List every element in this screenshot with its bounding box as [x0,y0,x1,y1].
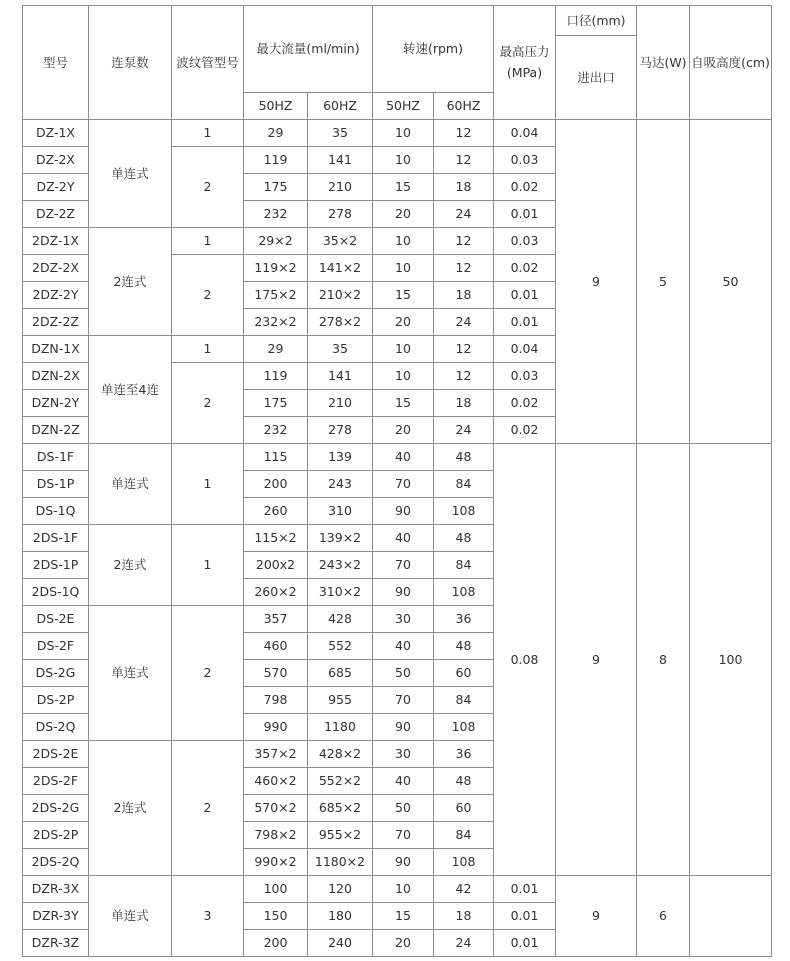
speed-50hz-cell: 15 [373,390,434,417]
speed-50hz-cell: 30 [373,741,434,768]
flow-50hz-cell: 175×2 [244,282,308,309]
flow-60hz-cell: 240 [308,930,373,957]
model-cell: DZR-3Y [23,903,89,930]
speed-60hz-cell: 36 [434,606,494,633]
speed-60hz-cell: 60 [434,795,494,822]
model-cell: 2DZ-1X [23,228,89,255]
flow-60hz-cell: 210 [308,174,373,201]
tube-model-cell: 3 [172,876,244,957]
flow-60hz-cell: 141 [308,363,373,390]
flow-60hz-cell: 139×2 [308,525,373,552]
flow-50hz-cell: 150 [244,903,308,930]
flow-50hz-cell: 357 [244,606,308,633]
speed-60hz-cell: 12 [434,120,494,147]
speed-50hz-cell: 10 [373,228,434,255]
flow-60hz-cell: 120 [308,876,373,903]
flow-60hz-cell: 552×2 [308,768,373,795]
table-row [23,444,772,471]
flow-50hz-cell: 175 [244,174,308,201]
speed-60hz-cell: 18 [434,282,494,309]
speed-60hz-cell: 48 [434,768,494,795]
flow-50hz-cell: 260 [244,498,308,525]
header-pump-count: 连泵数 [89,6,172,120]
flow-50hz-cell: 357×2 [244,741,308,768]
model-cell: DS-1F [23,444,89,471]
speed-50hz-cell: 20 [373,417,434,444]
flow-60hz-cell: 210×2 [308,282,373,309]
speed-50hz-cell: 40 [373,444,434,471]
pump-count-cell: 2连式 [89,741,172,876]
flow-50hz-cell: 100 [244,876,308,903]
speed-50hz-cell: 90 [373,849,434,876]
model-cell: DZN-2Y [23,390,89,417]
flow-60hz-cell: 139 [308,444,373,471]
header-max-pressure-line2: (MPa) [506,65,543,80]
model-cell: DZ-2X [23,147,89,174]
flow-60hz-cell: 278 [308,201,373,228]
speed-60hz-cell: 108 [434,498,494,525]
header-speed-60hz: 60HZ [434,93,494,120]
tube-model-cell: 1 [172,120,244,147]
model-cell: 2DZ-2Z [23,309,89,336]
tube-model-cell: 1 [172,228,244,255]
tube-model-cell: 1 [172,525,244,606]
tube-model-cell: 2 [172,606,244,741]
max-pressure-cell: 0.04 [494,120,556,147]
flow-60hz-cell: 428 [308,606,373,633]
flow-60hz-cell: 210 [308,390,373,417]
flow-60hz-cell: 310×2 [308,579,373,606]
model-cell: 2DS-1F [23,525,89,552]
flow-60hz-cell: 278×2 [308,309,373,336]
speed-50hz-cell: 50 [373,660,434,687]
port-diameter-cell: 9 [556,876,637,957]
flow-60hz-cell: 243 [308,471,373,498]
flow-60hz-cell: 685×2 [308,795,373,822]
flow-60hz-cell: 428×2 [308,741,373,768]
flow-50hz-cell: 990×2 [244,849,308,876]
flow-60hz-cell: 35×2 [308,228,373,255]
speed-60hz-cell: 12 [434,228,494,255]
pump-count-cell: 单连式 [89,444,172,525]
pump-count-cell: 单连式 [89,606,172,741]
pump-count-cell: 单连式 [89,120,172,228]
speed-50hz-cell: 90 [373,498,434,525]
max-pressure-cell: 0.03 [494,147,556,174]
speed-60hz-cell: 48 [434,444,494,471]
header-port-diameter: 口径(mm) [556,6,637,36]
speed-50hz-cell: 15 [373,174,434,201]
tube-model-cell: 2 [172,741,244,876]
flow-50hz-cell: 175 [244,390,308,417]
speed-50hz-cell: 90 [373,714,434,741]
speed-60hz-cell: 24 [434,309,494,336]
max-pressure-cell: 0.01 [494,309,556,336]
max-pressure-cell: 0.02 [494,174,556,201]
motor-cell: 5 [637,120,690,444]
speed-60hz-cell: 84 [434,471,494,498]
flow-60hz-cell: 180 [308,903,373,930]
flow-60hz-cell: 141×2 [308,255,373,282]
speed-50hz-cell: 20 [373,309,434,336]
max-pressure-cell: 0.08 [494,444,556,876]
tube-model-cell: 2 [172,147,244,228]
model-cell: DS-2E [23,606,89,633]
model-cell: DZN-2X [23,363,89,390]
speed-50hz-cell: 10 [373,336,434,363]
tube-model-cell: 2 [172,363,244,444]
pump-count-cell: 2连式 [89,228,172,336]
flow-50hz-cell: 570×2 [244,795,308,822]
header-motor: 马达(W) [637,6,690,120]
model-cell: DZ-1X [23,120,89,147]
model-cell: DZR-3Z [23,930,89,957]
model-cell: DS-1Q [23,498,89,525]
flow-50hz-cell: 119 [244,147,308,174]
flow-60hz-cell: 1180 [308,714,373,741]
header-speed-50hz: 50HZ [373,93,434,120]
model-cell: 2DS-2G [23,795,89,822]
max-pressure-cell: 0.02 [494,255,556,282]
model-cell: DS-1P [23,471,89,498]
header-max-pressure [494,6,556,120]
speed-50hz-cell: 20 [373,930,434,957]
speed-60hz-cell: 12 [434,336,494,363]
header-tube-model: 波纹管型号 [172,6,244,120]
flow-50hz-cell: 232 [244,201,308,228]
spec-table [22,5,772,957]
flow-50hz-cell: 29 [244,120,308,147]
max-pressure-cell: 0.02 [494,417,556,444]
speed-60hz-cell: 24 [434,201,494,228]
flow-50hz-cell: 29 [244,336,308,363]
flow-60hz-cell: 141 [308,147,373,174]
flow-50hz-cell: 990 [244,714,308,741]
flow-60hz-cell: 243×2 [308,552,373,579]
flow-60hz-cell: 278 [308,417,373,444]
tube-model-cell: 1 [172,336,244,363]
self-priming-cell: 50 [690,120,772,444]
speed-50hz-cell: 15 [373,282,434,309]
flow-50hz-cell: 798×2 [244,822,308,849]
model-cell: 2DS-2F [23,768,89,795]
speed-60hz-cell: 84 [434,552,494,579]
pump-count-cell: 单连式 [89,876,172,957]
speed-50hz-cell: 90 [373,579,434,606]
model-cell: 2DS-1Q [23,579,89,606]
speed-50hz-cell: 70 [373,471,434,498]
flow-50hz-cell: 119×2 [244,255,308,282]
port-diameter-cell: 9 [556,120,637,444]
flow-50hz-cell: 200 [244,930,308,957]
max-pressure-cell: 0.01 [494,201,556,228]
speed-60hz-cell: 108 [434,849,494,876]
speed-50hz-cell: 40 [373,525,434,552]
header-max-flow: 最大流量(ml/min) [244,6,373,93]
speed-50hz-cell: 10 [373,255,434,282]
model-cell: 2DS-2Q [23,849,89,876]
speed-50hz-cell: 40 [373,633,434,660]
self-priming-cell [690,876,772,957]
speed-50hz-cell: 70 [373,822,434,849]
model-cell: 2DZ-2X [23,255,89,282]
flow-50hz-cell: 460×2 [244,768,308,795]
speed-60hz-cell: 84 [434,687,494,714]
flow-50hz-cell: 200 [244,471,308,498]
model-cell: 2DS-2E [23,741,89,768]
flow-50hz-cell: 232 [244,417,308,444]
header-self-priming: 自吸高度(cm) [690,6,772,120]
flow-60hz-cell: 35 [308,336,373,363]
flow-50hz-cell: 460 [244,633,308,660]
tube-model-cell: 1 [172,444,244,525]
motor-cell: 8 [637,444,690,876]
header-flow-60hz: 60HZ [308,93,373,120]
speed-60hz-cell: 18 [434,174,494,201]
speed-50hz-cell: 70 [373,687,434,714]
max-pressure-cell: 0.01 [494,282,556,309]
max-pressure-cell: 0.01 [494,876,556,903]
speed-50hz-cell: 10 [373,120,434,147]
speed-60hz-cell: 60 [434,660,494,687]
header-max-pressure-line1: 最高压力 [499,44,550,59]
max-pressure-cell: 0.01 [494,903,556,930]
flow-60hz-cell: 955 [308,687,373,714]
model-cell: DS-2F [23,633,89,660]
flow-60hz-cell: 552 [308,633,373,660]
flow-60hz-cell: 1180×2 [308,849,373,876]
flow-50hz-cell: 232×2 [244,309,308,336]
header-flow-50hz: 50HZ [244,93,308,120]
header-port-inout: 进出口 [556,36,637,120]
speed-60hz-cell: 12 [434,255,494,282]
flow-50hz-cell: 200x2 [244,552,308,579]
speed-60hz-cell: 42 [434,876,494,903]
pump-count-cell: 2连式 [89,525,172,606]
speed-50hz-cell: 70 [373,552,434,579]
speed-50hz-cell: 10 [373,147,434,174]
flow-60hz-cell: 310 [308,498,373,525]
speed-60hz-cell: 48 [434,633,494,660]
speed-50hz-cell: 50 [373,795,434,822]
speed-60hz-cell: 36 [434,741,494,768]
table-row [23,120,772,147]
model-cell: 2DS-2P [23,822,89,849]
speed-60hz-cell: 48 [434,525,494,552]
header-model: 型号 [23,6,89,120]
speed-50hz-cell: 10 [373,363,434,390]
pump-count-cell: 单连至4连 [89,336,172,444]
model-cell: DZN-2Z [23,417,89,444]
tube-model-cell: 2 [172,255,244,336]
table-row [23,876,772,903]
model-cell: 2DS-1P [23,552,89,579]
speed-50hz-cell: 30 [373,606,434,633]
flow-50hz-cell: 260×2 [244,579,308,606]
flow-50hz-cell: 115×2 [244,525,308,552]
model-cell: DZ-2Y [23,174,89,201]
header-speed: 转速(rpm) [373,6,494,93]
flow-60hz-cell: 685 [308,660,373,687]
speed-50hz-cell: 15 [373,903,434,930]
flow-50hz-cell: 29×2 [244,228,308,255]
max-pressure-cell: 0.03 [494,363,556,390]
speed-50hz-cell: 20 [373,201,434,228]
speed-60hz-cell: 24 [434,930,494,957]
speed-50hz-cell: 10 [373,876,434,903]
speed-60hz-cell: 108 [434,714,494,741]
speed-60hz-cell: 84 [434,822,494,849]
max-pressure-cell: 0.03 [494,228,556,255]
max-pressure-cell: 0.02 [494,390,556,417]
model-cell: DS-2G [23,660,89,687]
speed-60hz-cell: 12 [434,147,494,174]
flow-50hz-cell: 798 [244,687,308,714]
speed-60hz-cell: 12 [434,363,494,390]
model-cell: DZ-2Z [23,201,89,228]
model-cell: DZN-1X [23,336,89,363]
flow-50hz-cell: 119 [244,363,308,390]
model-cell: DS-2P [23,687,89,714]
model-cell: 2DZ-2Y [23,282,89,309]
flow-50hz-cell: 115 [244,444,308,471]
flow-50hz-cell: 570 [244,660,308,687]
speed-60hz-cell: 24 [434,417,494,444]
max-pressure-cell: 0.04 [494,336,556,363]
speed-50hz-cell: 40 [373,768,434,795]
speed-60hz-cell: 108 [434,579,494,606]
max-pressure-cell: 0.01 [494,930,556,957]
model-cell: DZR-3X [23,876,89,903]
model-cell: DS-2Q [23,714,89,741]
self-priming-cell: 100 [690,444,772,876]
flow-60hz-cell: 955×2 [308,822,373,849]
speed-60hz-cell: 18 [434,903,494,930]
speed-60hz-cell: 18 [434,390,494,417]
flow-60hz-cell: 35 [308,120,373,147]
port-diameter-cell: 9 [556,444,637,876]
motor-cell: 6 [637,876,690,957]
